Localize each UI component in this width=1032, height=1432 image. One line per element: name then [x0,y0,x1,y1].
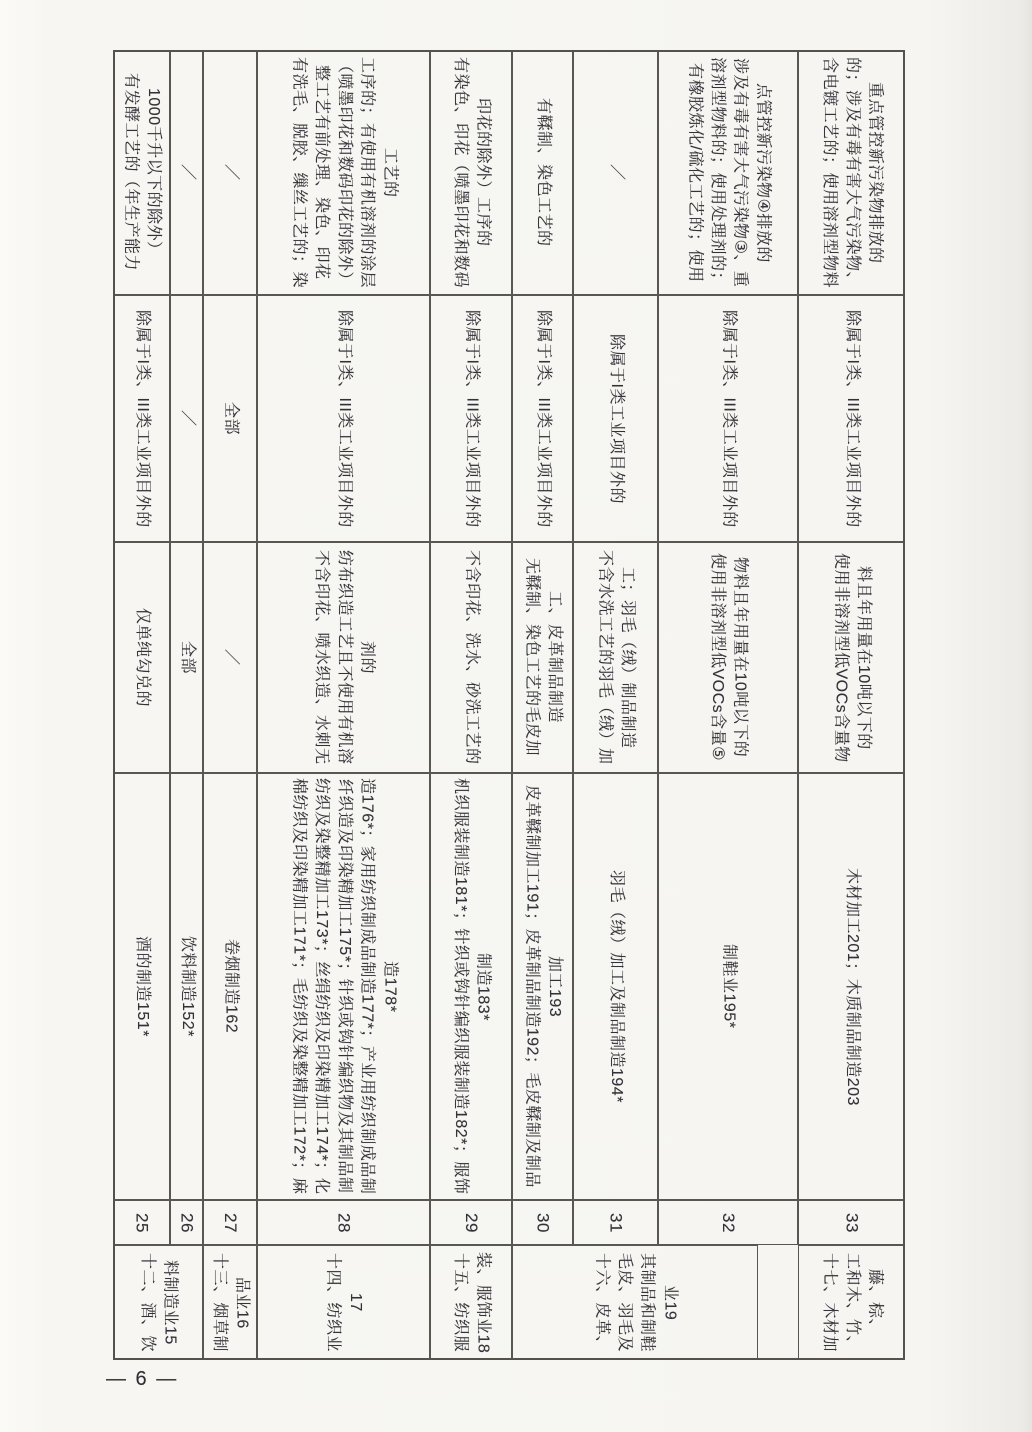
cell-registration-management-33 [798,542,905,773]
cell-industry-category-26 [170,773,203,1200]
cell-key-management-25 [113,50,170,295]
cell-industry-category-29 [430,773,512,1200]
cell-serial-no-28 [257,1200,430,1245]
cell-serial-no-31 [573,1200,658,1245]
cell-serial-no-30-text: 30 [533,1212,553,1233]
cell-serial-no-28-text: 28 [334,1212,354,1233]
cell-industry-group-2-text: 十三、烟草制品业16 [211,1252,251,1352]
cell-simplified-management-31-text: 除属于I类工业项目外的 [607,333,625,504]
cell-registration-management-29-text: 不含印花、洗水、砂洗工艺的 [463,550,481,765]
cell-registration-management-26 [170,542,203,773]
cell-simplified-management-28-text: 除属于I类、III类工业项目外的 [335,309,353,528]
cell-industry-category-25-text: 酒的制造151* [133,936,151,1037]
cell-industry-group-4-text: 十五、纺织服装、服饰业18 [452,1251,492,1354]
cell-key-management-27 [203,50,257,295]
cell-industry-group-1 [113,1245,203,1360]
cell-registration-management-27 [203,542,257,773]
cell-registration-management-29 [430,542,512,773]
cell-industry-category-33 [798,773,905,1200]
cell-simplified-management-30-text: 除属于I类、III类工业项目外的 [534,309,552,528]
cell-registration-management-28 [257,542,430,773]
cell-key-management-32-text: 有橡胶炼化/硫化工艺的；使用溶剂型物料的；使用处理剂的；涉及有毒有害大气污染物③、重点管控新污染物④排放的 [686,56,772,288]
cell-registration-management-25 [113,542,170,773]
cell-industry-group-1-text: 十二、酒、饮料制造业15 [139,1252,179,1352]
cell-key-management-27-text: ／ [222,164,240,181]
cell-serial-no-29-text: 29 [462,1212,482,1233]
cell-registration-management-31 [573,542,658,773]
cell-key-management-28-text: 有洗毛、脱胶、缫丝工艺的；染整工艺有前处理、染色、印花（喷墨印花和数码印花的除外）工序的；有使用有机溶剂的涂层工艺的 [290,56,399,288]
cell-serial-no-30 [512,1200,573,1245]
cell-serial-no-32-text: 32 [719,1212,739,1233]
cell-industry-category-28-text: 棉纺织及印染精加工171*；毛纺织及染整精加工172*；麻纺织及染整精加工173*；丝绢纺织及印染精加工174*；化纤织造及印染精加工175*；针织或钩针编织物及其制品制造176*；家用纺织制成品制造177*；产业用纺织制成品制造178* [290,778,399,1195]
cell-industry-category-33-text: 木材加工201；木质制品制造203 [843,867,861,1106]
cell-industry-category-29-text: 机织服装制造181*；针织或钩针编织服装制造182*；服饰制造183* [452,778,492,1195]
cell-industry-category-26-text: 饮料制造152* [178,936,196,1037]
cell-serial-no-27 [203,1200,257,1245]
cell-registration-management-33-text: 使用非溶剂型低VOCs含量物料且年用量在10吨以下的 [832,552,873,763]
cell-key-management-29 [430,50,512,295]
cell-key-management-29-text: 有染色、印花（喷墨印花和数码印花的除外）工序的 [452,56,492,288]
cell-industry-group-5 [512,1245,758,1360]
cell-registration-management-30-text: 无鞣制、染色工艺的毛皮加工、皮革制品制造 [523,558,564,757]
cell-simplified-management-32 [658,295,798,542]
cell-registration-management-26-text: 全部 [178,640,196,674]
cell-registration-management-25-text: 仅单纯勾兑的 [133,607,151,707]
cell-key-management-32 [658,50,798,295]
cell-simplified-management-29 [430,295,512,542]
cell-key-management-31 [573,50,658,295]
cell-industry-category-28 [257,773,430,1200]
cell-registration-management-28-text: 不含印花、喷水织造、水刺无纺布织造工艺且不使用有机溶剂的 [313,550,376,765]
cell-industry-category-32-text: 制鞋业195* [720,944,738,1029]
cell-industry-group-5-text: 十六、皮革、毛皮、羽毛及其制品和制鞋业19 [593,1252,679,1352]
cell-simplified-management-33 [798,295,905,542]
cell-key-management-26-text: ／ [178,164,196,181]
cell-industry-group-6 [798,1245,905,1360]
permit-classification-table [113,50,905,1360]
cell-industry-category-31 [573,773,658,1200]
cell-key-management-30-text: 有鞣制、染色工艺的 [534,98,552,247]
cell-simplified-management-32-text: 除属于I类、III类工业项目外的 [720,309,738,528]
cell-serial-no-25-text: 25 [132,1212,152,1233]
cell-registration-management-30 [512,542,573,773]
cell-simplified-management-33-text: 除属于I类、III类工业项目外的 [843,309,861,528]
cell-industry-group-3 [257,1245,430,1360]
cell-serial-no-25 [113,1200,170,1245]
cell-key-management-33 [798,50,905,295]
cell-simplified-management-26-text: ／ [178,410,196,427]
cell-industry-category-25 [113,773,170,1200]
cell-simplified-management-26 [170,295,203,542]
cell-simplified-management-27-text: 全部 [222,401,240,435]
cell-registration-management-32 [658,542,798,773]
cell-simplified-management-29-text: 除属于I类、III类工业项目外的 [463,309,481,528]
cell-industry-category-32 [658,773,798,1200]
cell-industry-category-30-text: 皮革鞣制加工191；皮革制品制造192；毛皮鞣制及制品加工193 [523,785,564,1188]
cell-serial-no-33-text: 33 [842,1212,862,1233]
cell-key-management-33-text: 含电镀工艺的；使用溶剂型物料的；涉及有毒有害大气污染物、重点管控新污染物排放的 [821,56,884,288]
cell-serial-no-31-text: 31 [606,1212,626,1233]
cell-simplified-management-25 [113,295,170,542]
cell-industry-group-6-text: 十七、木材加工和木、竹、藤、棕、 [821,1252,884,1352]
cell-industry-group-4 [430,1245,512,1360]
cell-serial-no-29 [430,1200,512,1245]
cell-serial-no-32 [658,1200,798,1245]
cell-simplified-management-25-text: 除属于I类、III类工业项目外的 [133,309,151,528]
cell-industry-group-2 [203,1245,257,1360]
cell-key-management-28 [257,50,430,295]
cell-serial-no-26 [170,1200,203,1245]
cell-serial-no-26-text: 26 [177,1212,197,1233]
cell-industry-category-27 [203,773,257,1200]
cell-industry-category-27-text: 卷烟制造162 [222,939,240,1034]
cell-serial-no-33 [798,1200,905,1245]
cell-simplified-management-30 [512,295,573,542]
cell-serial-no-27-text: 27 [221,1212,241,1233]
cell-industry-category-31-text: 羽毛（绒）加工及制品制造194* [607,870,625,1103]
cell-simplified-management-31 [573,295,658,542]
cell-simplified-management-28 [257,295,430,542]
cell-key-management-30 [512,50,573,295]
cell-registration-management-32-text: 使用非溶剂型低VOCs含量⑤物料且年用量在10吨以下的 [709,553,749,762]
cell-key-management-31-text: ／ [607,164,625,181]
cell-industry-group-3-text: 十四、纺织业17 [324,1252,365,1352]
cell-industry-category-30 [512,773,573,1200]
cell-key-management-26 [170,50,203,295]
page-number: — 6 — [106,1368,179,1390]
cell-simplified-management-27 [203,295,257,542]
cell-registration-management-31-text: 不含水洗工艺的羽毛（绒）加工；羽毛（绒）制品制造 [596,550,637,765]
cell-key-management-25-text: 有发酵工艺的（年生产能力1000千升以下的除外） [122,73,163,272]
cell-registration-management-27-text: ／ [222,649,240,666]
